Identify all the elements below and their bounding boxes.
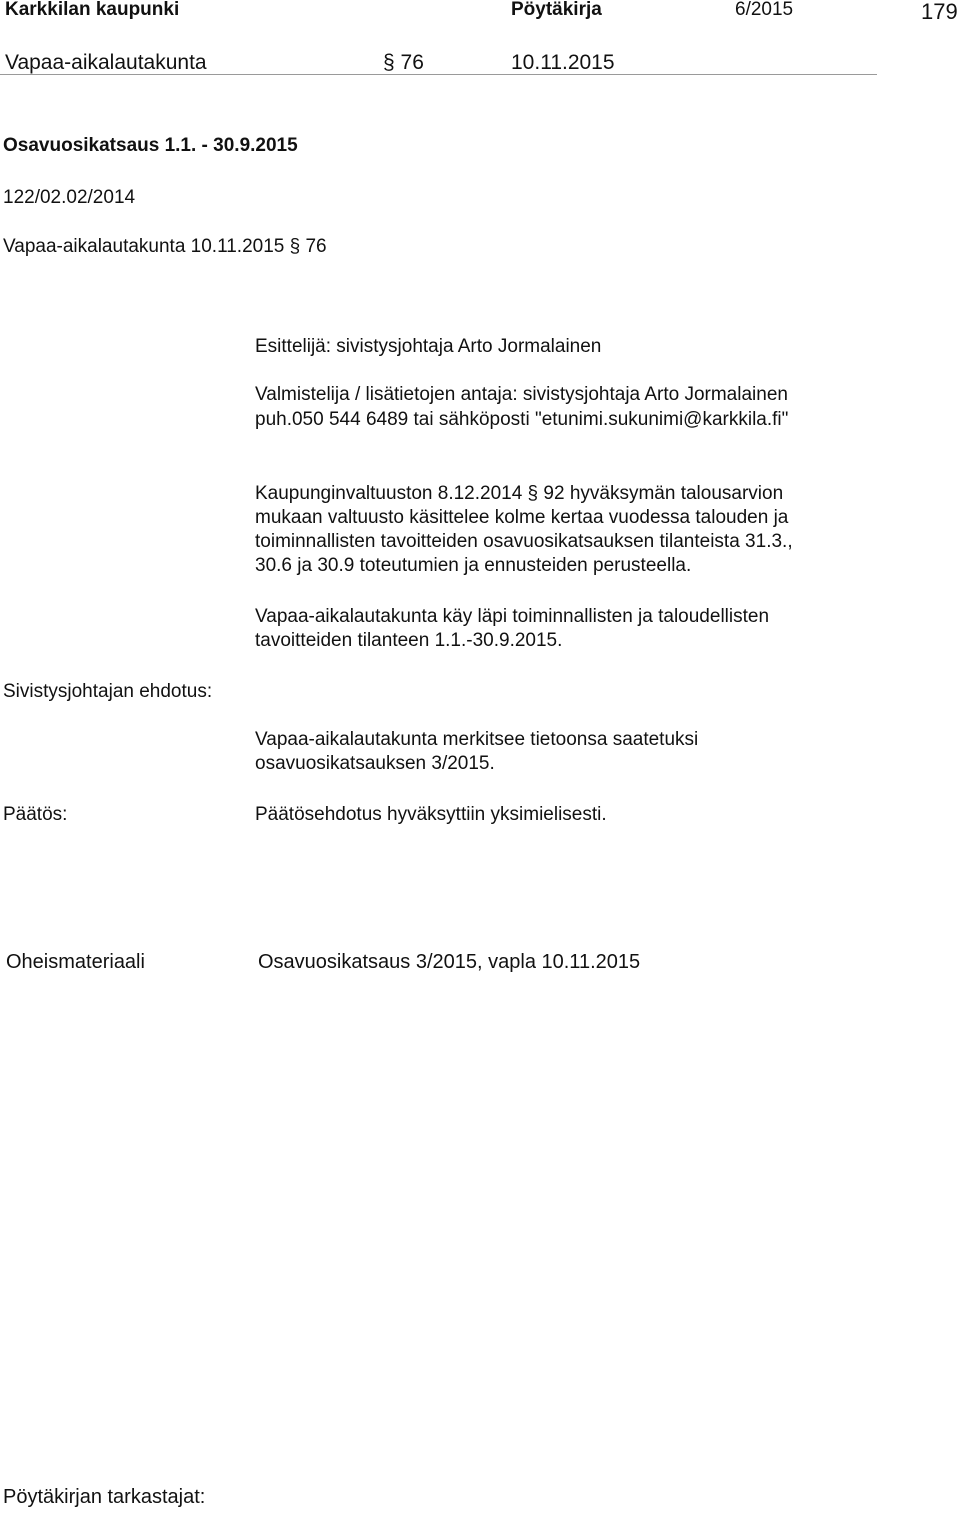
background-line: mukaan valtuusto käsittelee kolme kertaa vuodessa talouden ja [255,507,789,528]
document-number: 6/2015 [735,0,794,20]
proposal-paragraph [255,728,895,776]
review-line: tavoitteiden tilanteen 1.1.-30.9.2015. [255,630,563,651]
document-type: Pöytäkirja [511,0,602,20]
attachments-label: Oheismateriaali [6,951,145,973]
decision-label: Päätös: [3,804,68,825]
preparer-line: Valmistelija / lisätietojen antaja: sivistysjohtaja Arto Jormalainen [255,384,788,405]
diary-number: 122/02.02/2014 [3,187,136,208]
header-divider [0,74,877,75]
review-line: Vapaa-aikalautakunta käy läpi toiminnallisten ja taloudellisten [255,606,770,627]
attachments-text: Osavuosikatsaus 3/2015, vapla 10.11.2015 [258,951,641,973]
background-paragraph [255,482,895,578]
background-line: 30.6 ja 30.9 toteutumien ja ennusteiden perusteella. [255,555,692,576]
section-number: § 76 [383,51,424,74]
presenter-line: Esittelijä: sivistysjohtaja Arto Jormalainen [255,336,602,357]
background-line: Kaupunginvaltuuston 8.12.2014 § 92 hyväksymän talousarvion [255,483,784,504]
background-line: toiminnallisten tavoitteiden osavuosikatsauksen tilanteista 31.3., [255,531,793,552]
meeting-date: 10.11.2015 [511,51,615,74]
municipality-name: Karkkilan kaupunki [5,0,180,20]
reference-line: Vapaa-aikalautakunta 10.11.2015 § 76 [3,236,327,257]
proposal-line: osavuosikatsauksen 3/2015. [255,753,495,774]
proposal-label: Sivistysjohtajan ehdotus: [3,681,213,702]
review-paragraph [255,605,895,653]
preparer-contact: puh.050 544 6489 tai sähköposti "etunimi.sukunimi@karkkila.fi" [255,409,789,430]
section-number-value: 76 [400,51,424,74]
body-name: Vapaa-aikalautakunta [5,51,207,74]
proposal-line: Vapaa-aikalautakunta merkitsee tietoonsa saatetuksi [255,729,699,750]
item-title: Osavuosikatsaus 1.1. - 30.9.2015 [3,135,298,156]
page-number: 179 [921,0,958,24]
inspectors-label: Pöytäkirjan tarkastajat: [3,1486,206,1508]
decision-text: Päätösehdotus hyväksyttiin yksimielisesti. [255,804,607,825]
